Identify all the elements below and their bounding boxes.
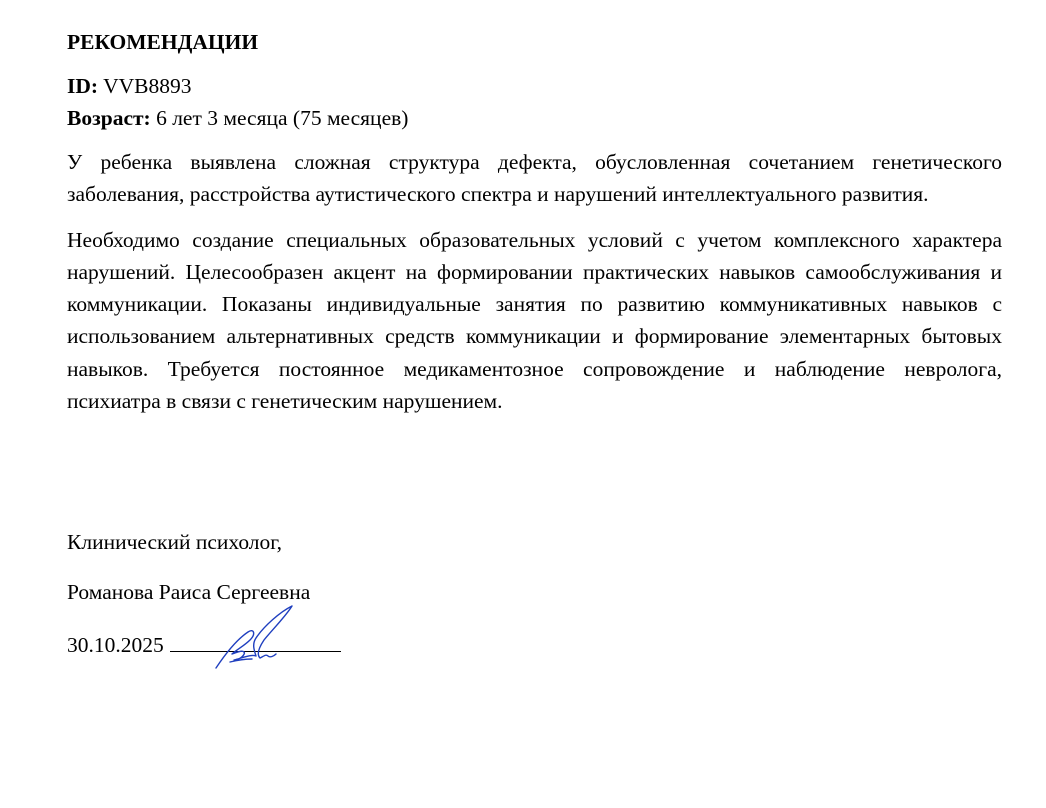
id-value: VVB8893 (103, 74, 192, 98)
handwritten-signature (208, 604, 304, 674)
signer-role: Клинический психолог, (67, 530, 283, 554)
age-label: Возраст: (67, 106, 151, 130)
id-label: ID: (67, 74, 99, 98)
id-line (67, 70, 1002, 102)
paragraph-recommendations: Необходимо создание специальных образовательных условий с учетом комплексного характера нарушений. Целесообразен акцент на формировании практических навыков самообслуживания и коммуникации. Показаны индивидуальные занятия по развитию коммуникативных навыков с использованием альтернативных средств коммуникации и формирование элементарных бытовых навыков. Требуется постоянное медикаментозное сопровождение и наблюдение невролога, психиатра в связи с генетическим нарушением. (67, 227, 1002, 414)
age-line (67, 102, 1002, 134)
document-body (67, 26, 1002, 417)
paragraph-diagnosis: У ребенка выявлена сложная структура дефекта, обусловленная сочетанием генетического заболевания, расстройства аутистического спектра и нарушений интеллектуального развития. (67, 150, 1002, 207)
signature-date: 30.10.2025 (67, 633, 164, 657)
signer-name: Романова Раиса Сергеевна (67, 580, 311, 604)
age-value: 6 лет 3 месяца (75 месяцев) (156, 106, 409, 130)
document-title: РЕКОМЕНДАЦИИ (67, 30, 259, 54)
